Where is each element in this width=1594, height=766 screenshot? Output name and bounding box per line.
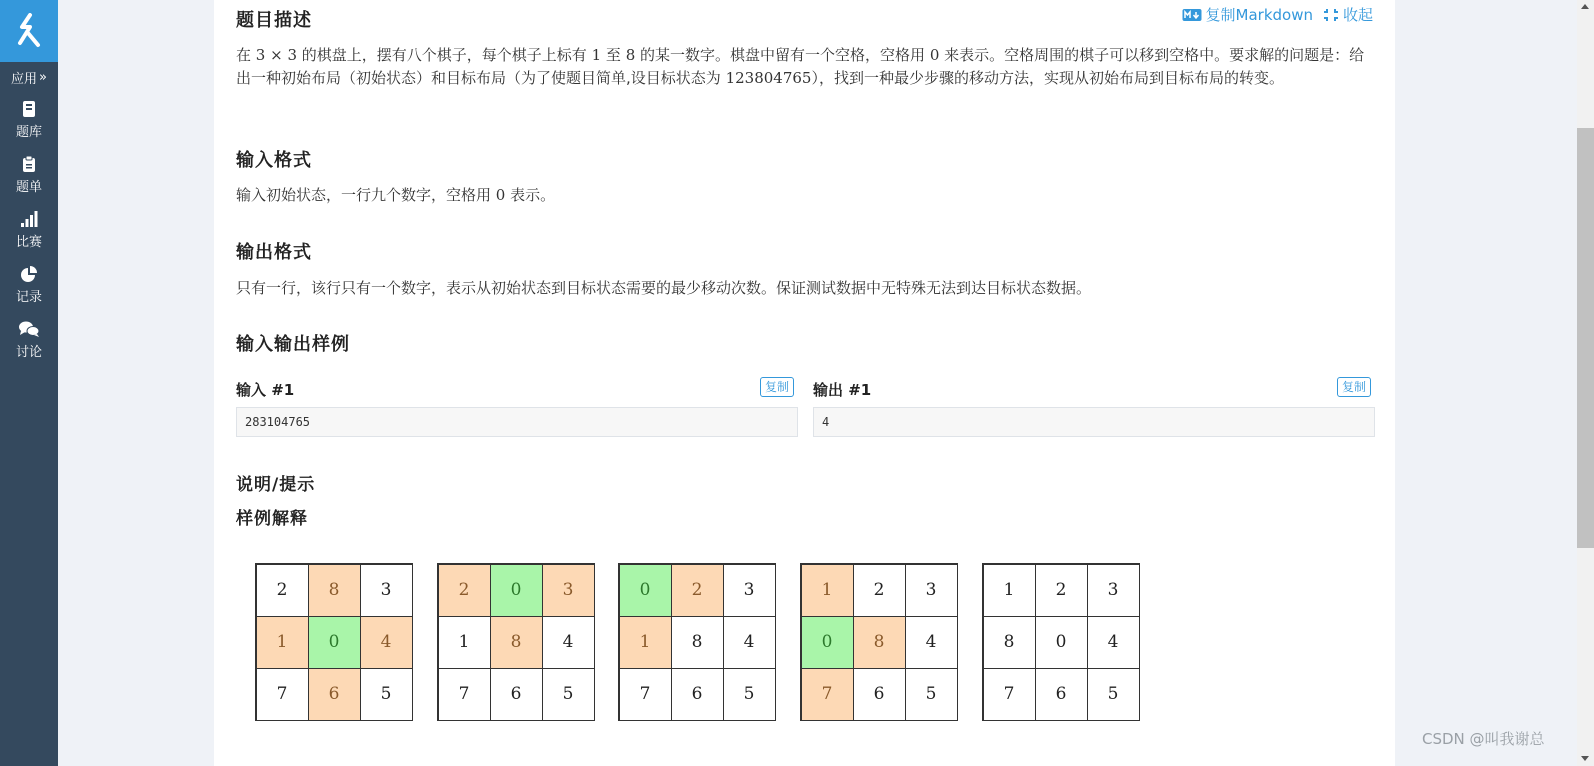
- grid-cell: 0: [801, 616, 854, 669]
- sidebar-item-problem-lists[interactable]: [0, 147, 58, 202]
- grid-cell: 0: [308, 616, 361, 669]
- grid-cell: 2: [438, 564, 491, 617]
- scrollbar-thumb[interactable]: [1577, 128, 1594, 548]
- sample-input-box[interactable]: 283104765: [236, 407, 798, 437]
- puzzle-grid: [618, 563, 776, 721]
- grid-cell: 4: [723, 616, 776, 669]
- grid-cell: 5: [723, 668, 776, 721]
- description-text: 在 3 × 3 的棋盘上，摆有八个棋子，每个棋子上标有 1 至 8 的某一数字。棋盘中留有一个空格，空格用 0 来表示。空格周围的棋子可以移到空格中。要求解的问题是：给出一种初始布局（初始状态）和目标布局（为了使题目简单,设目标状态为 123804765），找到一种最少步骤的移动方法，实现从初始布局到目标布局的转变。: [236, 46, 1365, 87]
- sample-output-box[interactable]: 4: [813, 407, 1375, 437]
- sidebar: [0, 0, 58, 766]
- output-format-text: 只有一行，该行只有一个数字，表示从初始状态到目标状态需要的最少移动次数。保证测试数据中无特殊无法到达目标状态数据。: [236, 279, 1092, 297]
- grid-cell: 6: [671, 668, 724, 721]
- grid-cell: 7: [438, 668, 491, 721]
- grid-cell: 5: [905, 668, 958, 721]
- sample-explanation-title: 样例解释: [236, 509, 308, 529]
- copy-markdown-button[interactable]: [1182, 4, 1313, 25]
- grid-cell: 0: [619, 564, 672, 617]
- grid-cell: 8: [671, 616, 724, 669]
- compress-icon: [1323, 8, 1339, 22]
- puzzle-grid: [982, 563, 1140, 721]
- sidebar-item-label: 比赛: [15, 234, 42, 250]
- sidebar-item-label: 记录: [15, 289, 42, 305]
- grid-cell: 7: [619, 668, 672, 721]
- problem-card: [214, 0, 1395, 766]
- description-title: 题目描述: [236, 10, 312, 31]
- samples-title: 输入输出样例: [236, 334, 350, 355]
- grid-cell: 7: [801, 668, 854, 721]
- grid-cell: 2: [1035, 564, 1088, 617]
- grid-cell: 5: [542, 668, 595, 721]
- grid-cell: 3: [1087, 564, 1140, 617]
- sidebar-item-discuss[interactable]: [0, 312, 58, 367]
- scroll-up-arrow-icon[interactable]: [1581, 4, 1589, 9]
- input-format-title: 输入格式: [236, 150, 312, 171]
- scroll-down-arrow-icon[interactable]: [1581, 756, 1589, 761]
- markdown-icon: [1182, 8, 1202, 22]
- puzzle-grid: [437, 563, 595, 721]
- grid-cell: 3: [360, 564, 413, 617]
- grid-cell: 8: [490, 616, 543, 669]
- grid-cell: 5: [360, 668, 413, 721]
- grid-cell: 1: [256, 616, 309, 669]
- grid-cell: 6: [490, 668, 543, 721]
- grid-cell: 2: [671, 564, 724, 617]
- grid-cell: 2: [853, 564, 906, 617]
- puzzle-grid: [800, 563, 958, 721]
- output-format-title: 输出格式: [236, 242, 312, 263]
- grid-cell: 1: [801, 564, 854, 617]
- logo-icon: [14, 13, 44, 49]
- clipboard-icon: [21, 155, 37, 173]
- grid-cell: 1: [619, 616, 672, 669]
- sidebar-item-contests[interactable]: [0, 202, 58, 257]
- sidebar-item-label: 题单: [15, 179, 42, 195]
- grid-cell: 1: [983, 564, 1036, 617]
- apps-label: 应用: [11, 71, 38, 87]
- grid-cell: 2: [256, 564, 309, 617]
- hint-title: 说明/提示: [236, 475, 316, 495]
- grid-cell: 6: [1035, 668, 1088, 721]
- grid-cell: 0: [1035, 616, 1088, 669]
- grid-cell: 3: [905, 564, 958, 617]
- watermark: CSDN @叫我谢总: [1422, 730, 1545, 748]
- input-format-text: 输入初始状态，一行九个数字，空格用 0 表示。: [236, 186, 556, 204]
- grid-cell: 6: [853, 668, 906, 721]
- pie-chart-icon: [20, 265, 38, 283]
- copy-input-button[interactable]: 复制: [760, 377, 794, 397]
- sidebar-item-records[interactable]: [0, 257, 58, 312]
- sidebar-item-label: 讨论: [15, 344, 42, 360]
- grid-cell: 7: [256, 668, 309, 721]
- grid-cell: 5: [1087, 668, 1140, 721]
- double-chevron-right-icon: »: [39, 69, 47, 85]
- grid-cell: 8: [983, 616, 1036, 669]
- collapse-button[interactable]: [1323, 4, 1373, 25]
- comments-icon: [18, 320, 40, 338]
- grid-cell: 1: [438, 616, 491, 669]
- grid-cell: 0: [490, 564, 543, 617]
- collapse-label: 收起: [1342, 6, 1373, 24]
- sidebar-item-problems[interactable]: [0, 92, 58, 147]
- luogu-logo[interactable]: [0, 0, 58, 62]
- grid-cell: 4: [360, 616, 413, 669]
- copy-output-button[interactable]: 复制: [1337, 377, 1371, 397]
- book-icon: [21, 100, 37, 118]
- grid-cell: 3: [542, 564, 595, 617]
- grid-cell: 4: [542, 616, 595, 669]
- grid-cell: 4: [905, 616, 958, 669]
- grid-cell: 6: [308, 668, 361, 721]
- copy-markdown-label: 复制Markdown: [1205, 6, 1313, 24]
- grid-cell: 8: [308, 564, 361, 617]
- toolbar: [1182, 4, 1373, 25]
- sample-input-label: 输入 #1: [236, 381, 295, 399]
- grid-cell: 3: [723, 564, 776, 617]
- grid-cell: 7: [983, 668, 1036, 721]
- grid-cell: 8: [853, 616, 906, 669]
- sample-output-label: 输出 #1: [813, 381, 872, 399]
- signal-bars-icon: [20, 210, 38, 228]
- grid-cell: 4: [1087, 616, 1140, 669]
- sidebar-item-label: 题库: [15, 124, 42, 140]
- puzzle-grid: [255, 563, 413, 721]
- apps-toggle[interactable]: [0, 62, 58, 92]
